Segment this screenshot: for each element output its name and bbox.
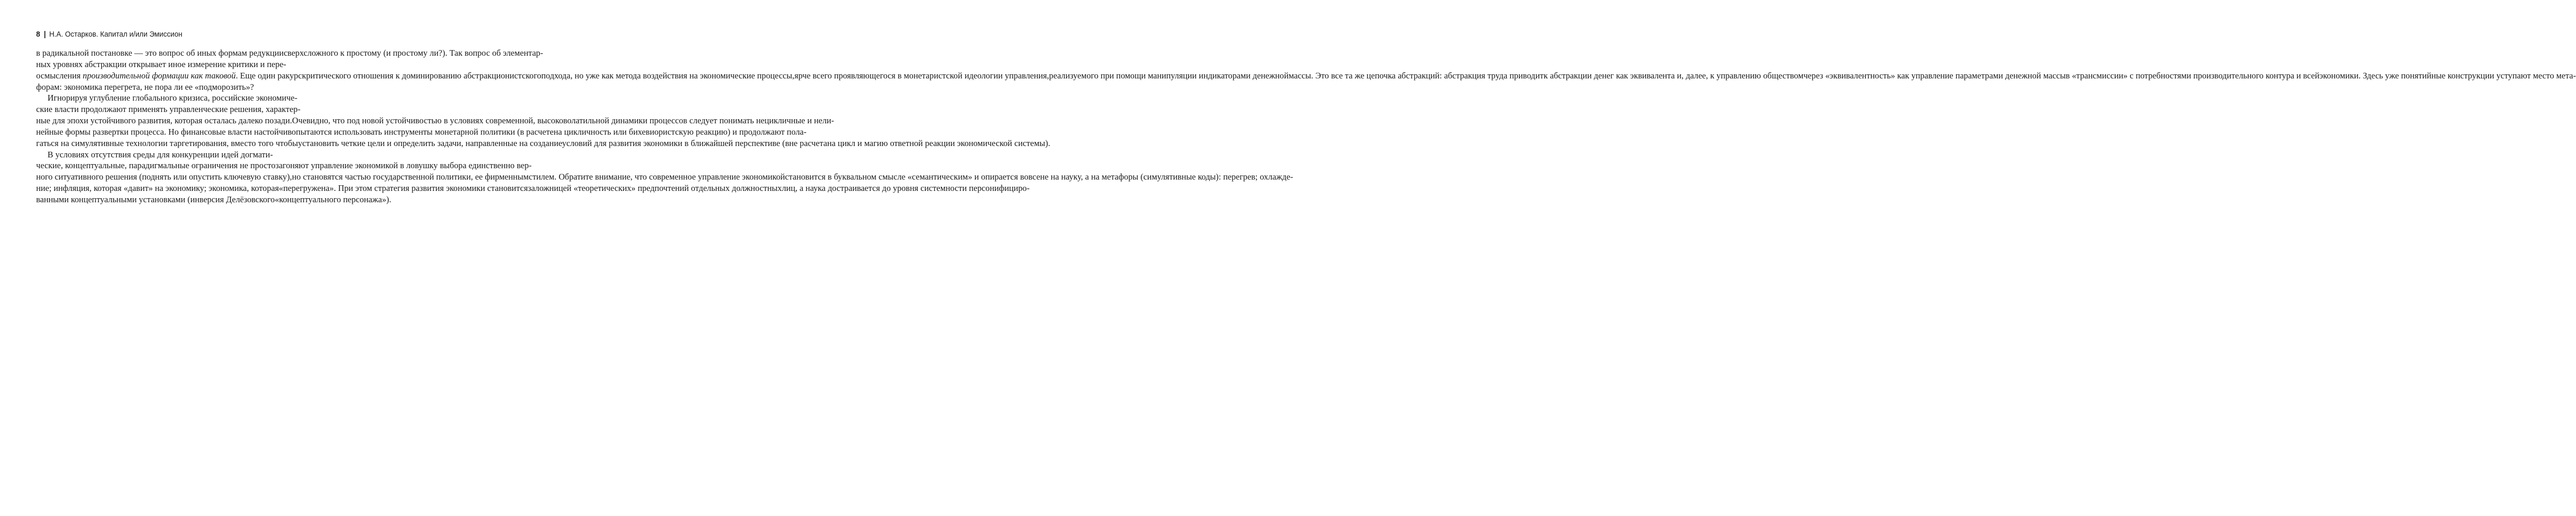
text-line: не на науку, а на метафоры (симулятивные коды): перегрев; охлажде- [1040,172,1293,182]
text-line: волатильной динамики процессов следует понимать нецикличные и нели- [563,116,835,126]
text-line: пытаются использовать инструменты монетарной политики (в расчете [296,126,554,137]
page-number: 8 [36,30,40,39]
text-line: критического отношения к доминированию абстракционистского [302,70,541,80]
paragraph [36,92,1050,149]
text-line: гаться на симулятивные технологии таргетирования, вместо того чтобы [36,138,298,148]
text-segment: осмысления [36,70,83,80]
text-line: реализуемого при помощи манипуляции индикаторами денежной [1049,70,1289,80]
text-line [36,71,302,80]
italic-phrase: производительной формации как таковой [83,70,236,80]
text-line: ские власти продолжают применять управленческие решения, характер- [36,104,301,115]
text-line: форам: экономика перегрета, не пора ли ее «подморозить»? [36,82,254,92]
text-line: ние; инфляция, которая «давит» на экономику; экономика, которая [36,183,279,194]
text-line: экономики. Здесь уже понятийные конструкции уступают место мета- [2319,70,2576,80]
text-line: ные для эпохи устойчивого развития, которая осталась далеко позади. [36,116,292,126]
text-line: ярче всего проявляющегося в монетаристской идеологии управления, [794,70,1049,80]
text-line: подхода, но уже как метода воздействия на экономические процессы, [541,70,795,80]
text-line: ного ситуативного решения (поднять или опустить ключевую ставку), [36,172,292,182]
text-line: но становятся частью государственной политики, ее фирменным [292,172,529,182]
text-segment: . Еще один ракурс [235,70,302,80]
text-line: массы. Это все та же цепочка абстракций: абстракция труда приводит [1288,70,1544,80]
running-title: Н.А. Остарков. Капитал и/или Эмиссион [49,30,183,39]
text-line: установить четкие цели и определить задачи, направленные на создание [298,138,562,148]
text-line: ных уровнях абстракции открывает иное измерение критики и пере- [36,59,286,69]
text-line: в радикальной постановке — это вопрос об иных формам редукции [36,48,284,58]
text-line: становится в буквальном смысле «семантическим» и опирается вовсе [785,172,1041,182]
text-line: «концептуального персонажа»). [275,194,392,204]
text-line: через «эквивалентность» как управление параметрами денежной массы [1803,70,2066,80]
text-line: в «трансмиссии» с потребностями производительного контура и всей [2066,70,2319,80]
text-line: В условиях отсутствия среды для конкуренции идей догмати- [47,149,273,159]
text-line: лиц, а наука достраивается до уровня системности персонифициро- [781,183,1030,194]
text-line: заложницей «теоретических» предпочтений отдельных должностных [527,183,782,194]
text-line: загоняют управление экономикой в ловушку выбора единственно вер- [275,160,532,171]
running-header [36,30,182,39]
text-line: нейные формы развертки процесса. Но финансовые власти настойчиво [36,126,296,137]
paragraph [36,47,2576,92]
text-line: ческие, концептуальные, парадигмальные ограничения не просто [36,160,276,171]
body-text [36,47,2576,205]
text-line: сверхсложного к простому (и простому ли?). Так вопрос об элементар- [283,48,543,58]
paragraph [36,149,1293,205]
text-line: «перегружена». При этом стратегия развития экономики становится [279,183,528,194]
header-separator: | [44,30,46,39]
text-line: Очевидно, что под новой устойчивостью в условиях современной, высоко [292,116,564,126]
text-line: стилем. Обратите внимание, что современное управление экономикой [529,172,785,182]
text-line: условий для развития экономики в ближайшей перспективе (вне расчета [562,138,827,148]
text-line: на цикл и магию ответной реакции экономической системы). [827,138,1050,148]
text-line: ванными концептуальными установками (инверсия Делёзовского [36,194,275,204]
text-line: на цикличность или бихевиористскую реакцию) и продолжают пола- [553,126,807,137]
text-line: к абстракции денег как эквивалента и, далее, к управлению обществом [1543,70,1804,80]
text-line: Игнорируя углубление глобального кризиса, российские экономиче- [47,93,298,103]
